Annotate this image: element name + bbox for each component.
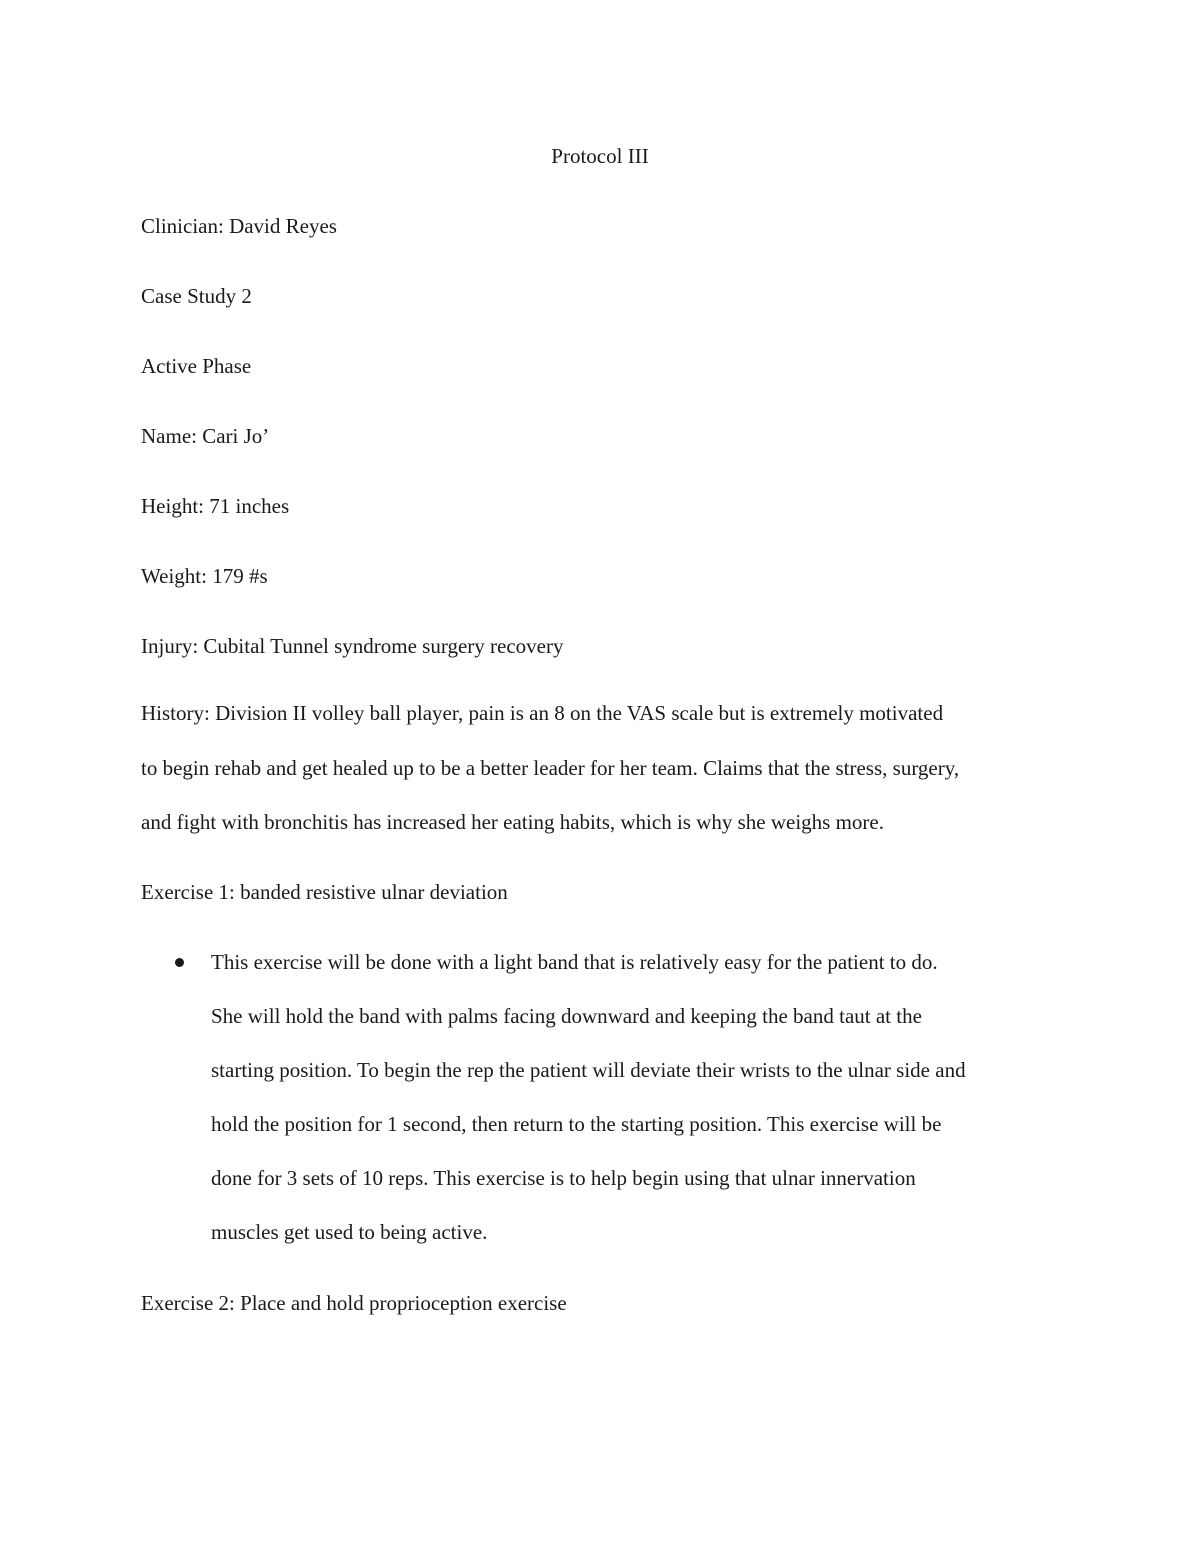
bullet-line: muscles get used to being active. — [211, 1220, 488, 1244]
injury-line: Injury: Cubital Tunnel syndrome surgery recovery — [141, 634, 564, 658]
history-line: and fight with bronchitis has increased her eating habits, which is why she weighs more. — [141, 810, 884, 834]
document-title: Protocol III — [551, 144, 649, 168]
height-line: Height: 71 inches — [141, 494, 290, 518]
bullet-line: starting position. To begin the rep the patient will deviate their wrists to the ulnar side and — [211, 1058, 966, 1082]
name-line: Name: Cari Jo’ — [141, 424, 270, 448]
history-line: to begin rehab and get healed up to be a better leader for her team. Claims that the stress, surgery, — [141, 755, 960, 780]
bullet-line: She will hold the band with palms facing downward and keeping the band taut at the — [211, 1004, 922, 1028]
case-study-line: Case Study 2 — [141, 284, 252, 308]
bullet-line: done for 3 sets of 10 reps. This exercise is to help begin using that ulnar innervation — [211, 1166, 916, 1190]
clinician-line: Clinician: David Reyes — [141, 214, 337, 238]
bullet-icon — [175, 958, 184, 967]
history-paragraph — [141, 686, 1071, 850]
list-item — [141, 935, 1101, 1259]
exercise1-bullet-list — [141, 935, 1101, 1259]
bullet-line: hold the position for 1 second, then return to the starting position. This exercise will be — [211, 1112, 942, 1136]
exercise2-heading: Exercise 2: Place and hold proprioception exercise — [141, 1291, 567, 1315]
bullet-line: This exercise will be done with a light band that is relatively easy for the patient to do. — [211, 950, 938, 974]
phase-line: Active Phase — [141, 354, 252, 378]
history-line: History: Division II volley ball player, pain is an 8 on the VAS scale but is extremely motivated — [141, 701, 944, 725]
weight-line: Weight: 179 #s — [141, 564, 268, 588]
exercise1-heading: Exercise 1: banded resistive ulnar deviation — [141, 880, 508, 904]
